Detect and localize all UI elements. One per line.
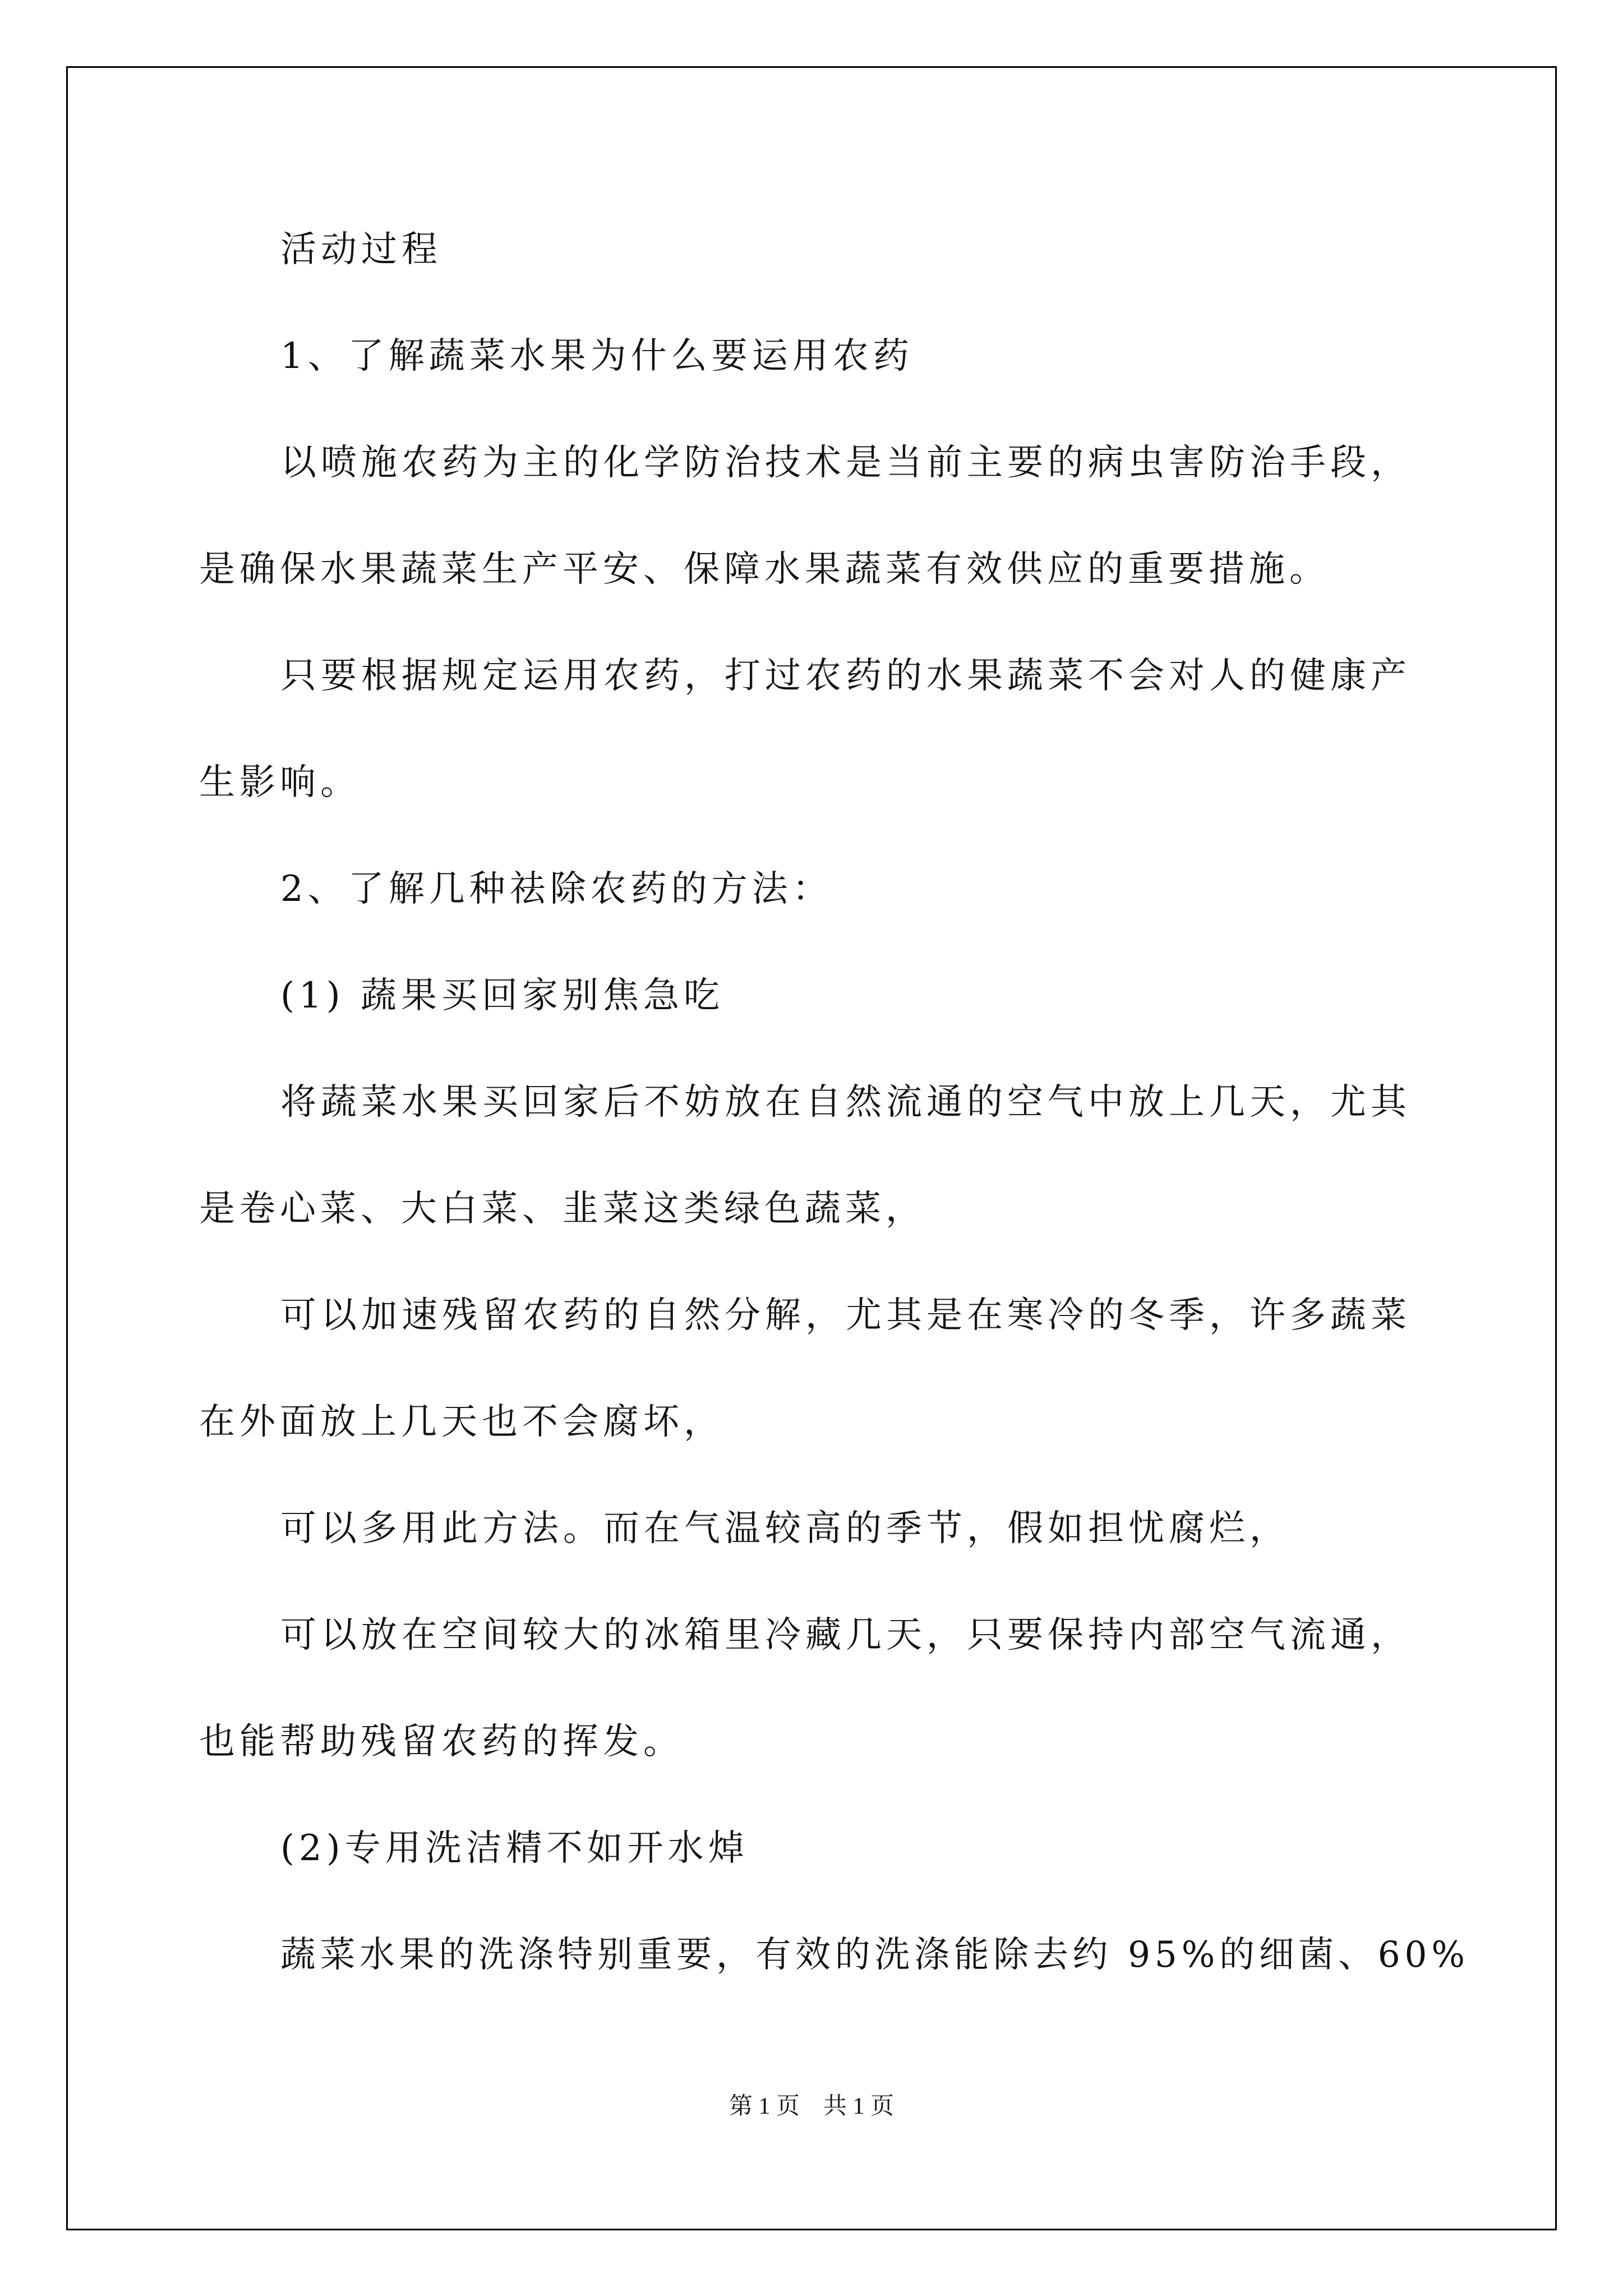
paragraph-line: 可以多用此方法。而在气温较高的季节，假如担忧腐烂， xyxy=(280,1508,1290,1549)
paragraph-line: 只要根据规定运用农药，打过农药的水果蔬菜不会对人的健康产 xyxy=(280,655,1411,697)
paragraph-line: 也能帮助残留农药的挥发。 xyxy=(199,1721,684,1763)
paragraph-line: 蔬菜水果的洗涤特别重要，有效的洗涤能除去约 95%的细菌、60% xyxy=(280,1934,1469,1976)
page-border xyxy=(66,66,1557,2230)
subsection-heading-1: 1、了解蔬菜水果为什么要运用农药 xyxy=(280,335,914,377)
paragraph-line: 可以放在空间较大的冰箱里冷藏几天，只要保持内部空气流通， xyxy=(280,1614,1411,1656)
subsection-heading-2: 2、了解几种祛除农药的方法： xyxy=(280,868,833,910)
paragraph-line: 将蔬菜水果买回家后不妨放在自然流通的空气中放上几天，尤其 xyxy=(280,1082,1411,1123)
paragraph-line: 以喷施农药为主的化学防治技术是当前主要的病虫害防治手段， xyxy=(280,442,1411,484)
item-heading-2: (2)专用洗洁精不如开水焯 xyxy=(280,1828,749,1869)
paragraph-line: 是卷心菜、大白菜、韭菜这类绿色蔬菜， xyxy=(199,1188,926,1230)
paragraph-line: 生影响。 xyxy=(199,762,361,803)
paragraph-line: 可以加速残留农药的自然分解，尤其是在寒冷的冬季，许多蔬菜 xyxy=(280,1295,1411,1336)
section-heading: 活动过程 xyxy=(280,229,442,270)
page-footer: 第 1 页 共 1 页 xyxy=(728,2093,894,2119)
paragraph-line: 是确保水果蔬菜生产平安、保障水果蔬菜有效供应的重要措施。 xyxy=(199,549,1330,590)
paragraph-line: 在外面放上几天也不会腐坏， xyxy=(199,1401,724,1443)
item-heading-1: (1) 蔬果买回家别焦急吃 xyxy=(280,975,724,1016)
